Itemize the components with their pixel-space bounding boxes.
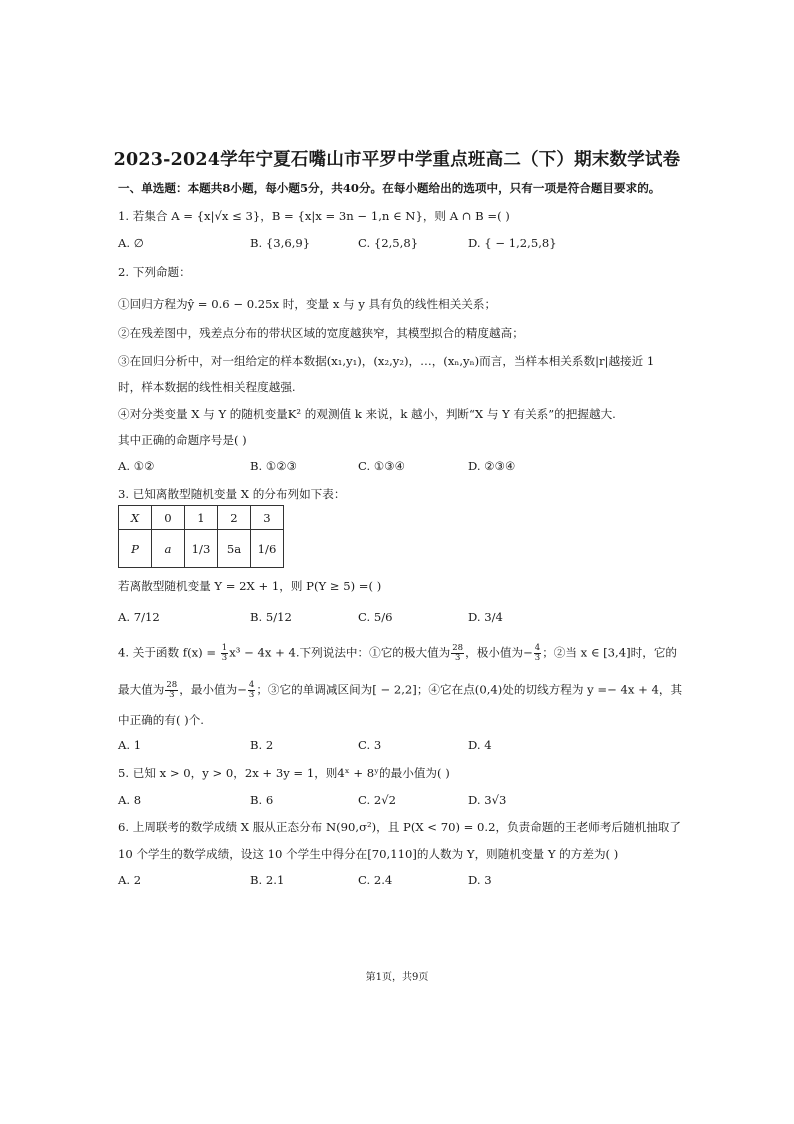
q4-option-b: B. 2: [250, 738, 274, 752]
fraction: $\frac{4}{3}$: [248, 680, 255, 700]
q2-ask: 其中正确的命题序号是( ): [118, 433, 247, 447]
table-cell: 2: [218, 506, 251, 530]
q4-option-c: C. 3: [358, 738, 382, 752]
q4-text: 4. 关于函数 f(x) =: [118, 645, 220, 660]
q2-item-4: ④对分类变量 X 与 Y 的随机变量K² 的观测值 k 来说，k 越小，判断“X 与 Y 有关系”的把握越大.: [118, 407, 616, 421]
table-cell: 1/6: [251, 530, 284, 568]
q4-line-1: [118, 644, 677, 663]
table-cell: 0: [152, 506, 185, 530]
q1-option-b: B. {3,6,9}: [250, 236, 311, 250]
q4-text: ，最小值为−: [179, 682, 247, 697]
q4-text: ；②当 x ∈ [3,4]时，它的: [542, 645, 678, 660]
q2-stem: 2. 下列命题：: [118, 265, 191, 279]
table-row: [119, 530, 284, 568]
section-heading: 一、单选题：本题共8小题，每小题5分，共40分。在每小题给出的选项中，只有一项是符合题目要求的。: [118, 181, 661, 195]
table-cell: 1/3: [185, 530, 218, 568]
q4-option-a: A. 1: [118, 738, 142, 752]
q4-text: x³ − 4x + 4.下列说法中：①它的极大值为: [229, 645, 451, 660]
table-row: [119, 506, 284, 530]
q2-item-3-cont: 时，样本数据的线性相关程度越强.: [118, 380, 296, 394]
q4-text: 最大值为: [118, 682, 165, 697]
q6-line-1: 6. 上周联考的数学成绩 X 服从正态分布 N(90,σ²)，且 P(X < 70) = 0.2，负责命题的王老师考后随机抽取了: [118, 820, 681, 834]
q2-item-3: ③在回归分析中，对一组给定的样本数据(x₁,y₁)，(x₂,y₂)，…，(xₙ,yₙ)而言，当样本相关系数|r|越接近 1: [118, 354, 655, 368]
table-cell: 3: [251, 506, 284, 530]
q1-stem: 1. 若集合 A = {x|√x ≤ 3}，B = {x|x = 3n − 1,n ∈ N}，则 A ∩ B =( ): [118, 209, 510, 223]
q6-option-d: D. 3: [468, 873, 492, 887]
q2-option-a: A. ①②: [118, 459, 155, 473]
q1-option-a: A. ∅: [118, 236, 144, 250]
q6-option-a: A. 2: [118, 873, 142, 887]
fraction: $\frac{1}{3}$: [221, 643, 228, 663]
q2-option-b: B. ①②③: [250, 459, 298, 473]
q2-item-2: ②在残差图中，残差点分布的带状区域的宽度越狭窄，其模型拟合的精度越高；: [118, 326, 524, 340]
q2-option-d: D. ②③④: [468, 459, 516, 473]
q2-item-1: ①回归方程为ŷ = 0.6 − 0.25x 时，变量 x 与 y 具有负的线性相关关系；: [118, 297, 497, 311]
table-header-cell: X: [119, 506, 152, 530]
q5-stem: 5. 已知 x > 0，y > 0，2x + 3y = 1，则4ˣ + 8ʸ的最小值为( ): [118, 766, 450, 780]
q6-option-c: C. 2.4: [358, 873, 393, 887]
fraction: $\frac{28}{3}$: [166, 680, 178, 700]
q3-option-d: D. 3/4: [468, 610, 503, 624]
q2-option-c: C. ①③④: [358, 459, 406, 473]
q3-option-a: A. 7/12: [118, 610, 160, 624]
q1-option-d: D. { − 1,2,5,8}: [468, 236, 557, 250]
q5-option-d: D. 3√3: [468, 793, 507, 807]
fraction: $\frac{4}{3}$: [534, 643, 541, 663]
q6-option-b: B. 2.1: [250, 873, 285, 887]
q5-option-b: B. 6: [250, 793, 274, 807]
page-footer: 第1页，共9页: [365, 972, 429, 983]
q3-stem: 3. 已知离散型随机变量 X 的分布列如下表：: [118, 487, 346, 501]
q1-option-c: C. {2,5,8}: [358, 236, 419, 250]
q3-ask: 若离散型随机变量 Y = 2X + 1，则 P(Y ≥ 5) =( ): [118, 579, 382, 593]
q4-option-d: D. 4: [468, 738, 492, 752]
table-cell: 5a: [218, 530, 251, 568]
q5-option-a: A. 8: [118, 793, 142, 807]
q4-line-3: 中正确的有( )个.: [118, 713, 204, 727]
q3-option-c: C. 5/6: [358, 610, 393, 624]
q4-text: ，极小值为−: [465, 645, 533, 660]
distribution-table: [118, 505, 284, 568]
q3-option-b: B. 5/12: [250, 610, 292, 624]
fraction: $\frac{28}{3}$: [452, 643, 464, 663]
table-header-cell: P: [119, 530, 152, 568]
q4-text: ；③它的单调减区间为[ − 2,2]；④它在点(0,4)处的切线方程为 y =− 4x + 4，其: [256, 682, 683, 697]
table-cell: a: [152, 530, 185, 568]
page-title: 2023-2024学年宁夏石嘴山市平罗中学重点班高二（下）期末数学试卷: [113, 150, 681, 170]
table-cell: 1: [185, 506, 218, 530]
q6-line-2: 10 个学生的数学成绩，设这 10 个学生中得分在[70,110]的人数为 Y，则随机变量 Y 的方差为( ): [118, 847, 619, 861]
q5-option-c: C. 2√2: [358, 793, 396, 807]
q4-line-2: [118, 681, 682, 700]
